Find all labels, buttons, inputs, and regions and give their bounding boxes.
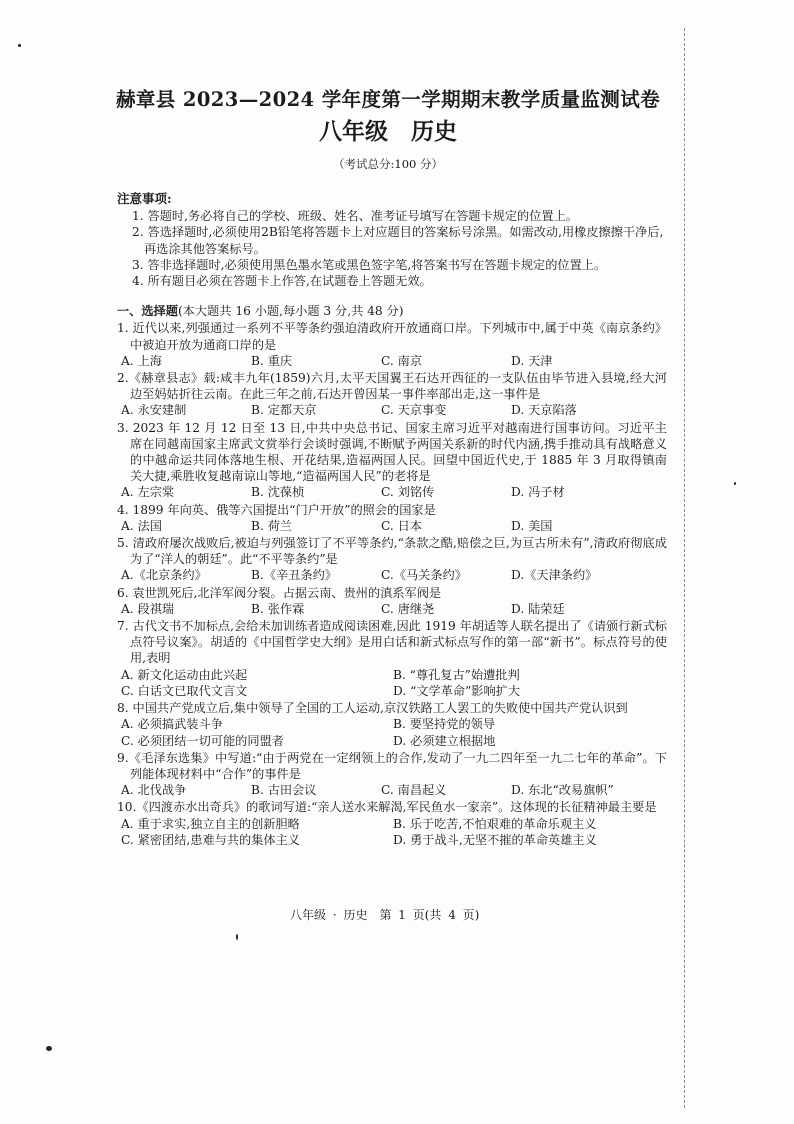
page-footer: 八年级 · 历史 第 1 页(共 4 页) bbox=[290, 908, 480, 922]
note-item: 3. 答非选择题时,必须使用黑色墨水笔或黑色签字笔,将答案书写在答题卡规定的位置上。 bbox=[132, 257, 607, 272]
option-c: C. 白话文已取代文言文 bbox=[121, 683, 248, 698]
option-c: C. 天京事变 bbox=[381, 403, 447, 418]
exam-content bbox=[117, 191, 667, 848]
option-c: C. 紧密团结,患难与共的集体主义 bbox=[121, 832, 300, 847]
scan-speck bbox=[236, 934, 238, 940]
question-stem: 2.《赫章县志》载:咸丰九年(1859)六月,太平天国翼王石达开西征的一支队伍由毕节进入县境,经大河边至妈姑折往云南。在此三年之前,石达开曾因某一事件率部出走,这一事件是 bbox=[117, 371, 667, 402]
note-item: 1. 答题时,务必将自己的学校、班级、姓名、准考证号填写在答题卡规定的位置上。 bbox=[132, 209, 578, 224]
option-d: D. 陆荣廷 bbox=[511, 601, 565, 616]
question-5 bbox=[117, 535, 667, 584]
question-options bbox=[117, 484, 667, 500]
option-b: B. “尊孔复古”始遭批判 bbox=[393, 667, 520, 682]
option-a: A. 段祺瑞 bbox=[121, 601, 175, 616]
option-c: C. 南昌起义 bbox=[381, 783, 447, 798]
question-options bbox=[117, 601, 667, 617]
option-c: C. 日本 bbox=[381, 518, 423, 533]
question-options bbox=[117, 518, 667, 534]
question-stem: 5. 清政府屡次战败后,被迫与列强签订了不平等条约,“条款之酷,赔偿之巨,为亘古所未有”,清政府彻底成为了“洋人的朝廷”。此“不平等条约”是 bbox=[117, 536, 667, 567]
question-stem: 10.《四渡赤水出奇兵》的歌词写道:“亲人送水来解渴,军民鱼水一家亲”。这体现的长征精神最主要是 bbox=[117, 800, 657, 815]
exam-total-score: （考试总分:100 分） bbox=[333, 157, 443, 171]
exam-subject: 八年级 历史 bbox=[319, 118, 457, 145]
question-stem: 6. 袁世凯死后,北洋军阀分裂。占据云南、贵州的滇系军阀是 bbox=[117, 585, 442, 600]
question-7 bbox=[117, 618, 667, 699]
section-label: 一、选择题 bbox=[117, 304, 178, 319]
fold-line bbox=[684, 28, 685, 1108]
question-options bbox=[117, 402, 667, 418]
option-c: C. 必须团结一切可能的同盟者 bbox=[121, 733, 284, 748]
question-8 bbox=[117, 700, 667, 749]
option-b: B.《辛丑条约》 bbox=[251, 568, 337, 583]
question-options bbox=[117, 816, 667, 848]
option-b: B. 要坚持党的领导 bbox=[393, 717, 496, 732]
option-c: C. 南京 bbox=[381, 353, 423, 368]
option-a: A. 永安建制 bbox=[121, 403, 187, 418]
option-a: A.《北京条约》 bbox=[121, 568, 207, 583]
question-options bbox=[117, 716, 667, 748]
question-4 bbox=[117, 502, 667, 534]
question-stem: 8. 中国共产党成立后,集中领导了全国的工人运动,京汉铁路工人罢工的失败使中国共产党认识到 bbox=[117, 701, 628, 716]
option-c: C. 刘铭传 bbox=[381, 485, 435, 500]
option-d: D.《天津条约》 bbox=[511, 568, 598, 583]
option-b: B. 定都天京 bbox=[251, 403, 317, 418]
question-2 bbox=[117, 370, 667, 419]
option-b: B. 张作霖 bbox=[251, 601, 305, 616]
question-stem: 9.《毛泽东选集》中写道:“由于两党在一定纲领上的合作,发动了一九二四年至一九二七年的革命”。下列能体现材料中“合作”的事件是 bbox=[117, 750, 667, 781]
option-b: B. 乐于吃苦,不怕艰难的革命乐观主义 bbox=[393, 816, 597, 831]
option-a: A. 必须搞武装斗争 bbox=[121, 717, 223, 732]
notes-heading: 注意事项: bbox=[117, 191, 172, 206]
option-d: D. 天津 bbox=[511, 353, 553, 368]
exam-header bbox=[108, 88, 668, 172]
note-item: 2. 答选择题时,必须使用2B铅笔将答题卡上对应题目的答案标号涂黑。如需改动,用橡皮擦擦干净后,再选涂其他答案标号。 bbox=[132, 225, 664, 256]
option-a: A. 左宗棠 bbox=[121, 485, 175, 500]
scan-speck bbox=[18, 44, 21, 47]
option-d: D. 冯子材 bbox=[511, 485, 565, 500]
option-d: D. 东北“改易旗帜” bbox=[511, 783, 614, 798]
scan-speck bbox=[734, 482, 736, 485]
option-a: A. 法国 bbox=[121, 518, 162, 533]
scan-speck bbox=[46, 1046, 52, 1051]
option-d: D. 美国 bbox=[511, 518, 553, 533]
option-c: C. 唐继尧 bbox=[381, 601, 435, 616]
question-stem: 4. 1899 年向英、俄等六国提出“门户开放”的照会的国家是 bbox=[117, 502, 436, 517]
option-a: A. 新文化运动由此兴起 bbox=[121, 667, 248, 682]
question-3 bbox=[117, 420, 667, 501]
option-b: B. 荷兰 bbox=[251, 518, 293, 533]
option-b: B. 重庆 bbox=[251, 353, 293, 368]
question-options bbox=[117, 353, 667, 369]
option-b: B. 古田会议 bbox=[251, 783, 317, 798]
option-d: D. 勇于战斗,无坚不摧的革命英雄主义 bbox=[393, 832, 597, 847]
option-a: A. 北伐战争 bbox=[121, 783, 187, 798]
question-10 bbox=[117, 799, 667, 848]
option-d: D. 必须建立根据地 bbox=[393, 733, 496, 748]
note-item: 4. 所有题目必须在答题卡上作答,在试题卷上答题无效。 bbox=[132, 274, 432, 289]
section-heading bbox=[117, 303, 667, 319]
option-c: C.《马关条约》 bbox=[381, 568, 467, 583]
option-b: B. 沈葆桢 bbox=[251, 485, 305, 500]
option-d: D. 天京陷落 bbox=[511, 403, 577, 418]
option-d: D. “文学革命”影响扩大 bbox=[393, 683, 521, 698]
question-options bbox=[117, 782, 667, 798]
question-stem: 7. 古代文书不加标点,会给未加训练者造成阅读困难,因此 1919 年胡适等人联名提出了《请颁行新式标点符号议案》。胡适的《中国哲学史大纲》是用白话和新式标点写作的第一部“新书”。标点符号的使用,表明 bbox=[117, 619, 667, 666]
exam-title: 赫章县 2023—2024 学年度第一学期期末教学质量监测试卷 bbox=[115, 88, 661, 111]
section-description: (本大题共 16 小题,每小题 3 分,共 48 分) bbox=[177, 304, 404, 319]
option-a: A. 上海 bbox=[121, 353, 162, 368]
question-stem: 3. 2023 年 12 月 12 日至 13 日,中共中央总书记、国家主席习近平对越南进行国事访问。习近平主席在同越南国家主席武文赏举行会谈时强调,不断赋予两国关系新的时代内涵,携手推动具有战略意义的中越命运共同体落地生根、开花结果,造福两国人民。回望中国近代史,于 1885 年 3 月取得镇南关大捷,乘胜收复越南谅山等地,“造福两国人民”的老将是 bbox=[117, 420, 667, 484]
option-a: A. 重于求实,独立自主的创新胆略 bbox=[121, 816, 300, 831]
question-options bbox=[117, 567, 667, 583]
question-1 bbox=[117, 320, 667, 369]
question-stem: 1. 近代以来,列强通过一系列不平等条约强迫清政府开放通商口岸。下列城市中,属于中英《南京条约》中被迫开放为通商口岸的是 bbox=[117, 321, 667, 352]
question-6 bbox=[117, 585, 667, 617]
question-9 bbox=[117, 750, 667, 799]
question-options bbox=[117, 667, 667, 699]
question-list bbox=[117, 320, 667, 848]
